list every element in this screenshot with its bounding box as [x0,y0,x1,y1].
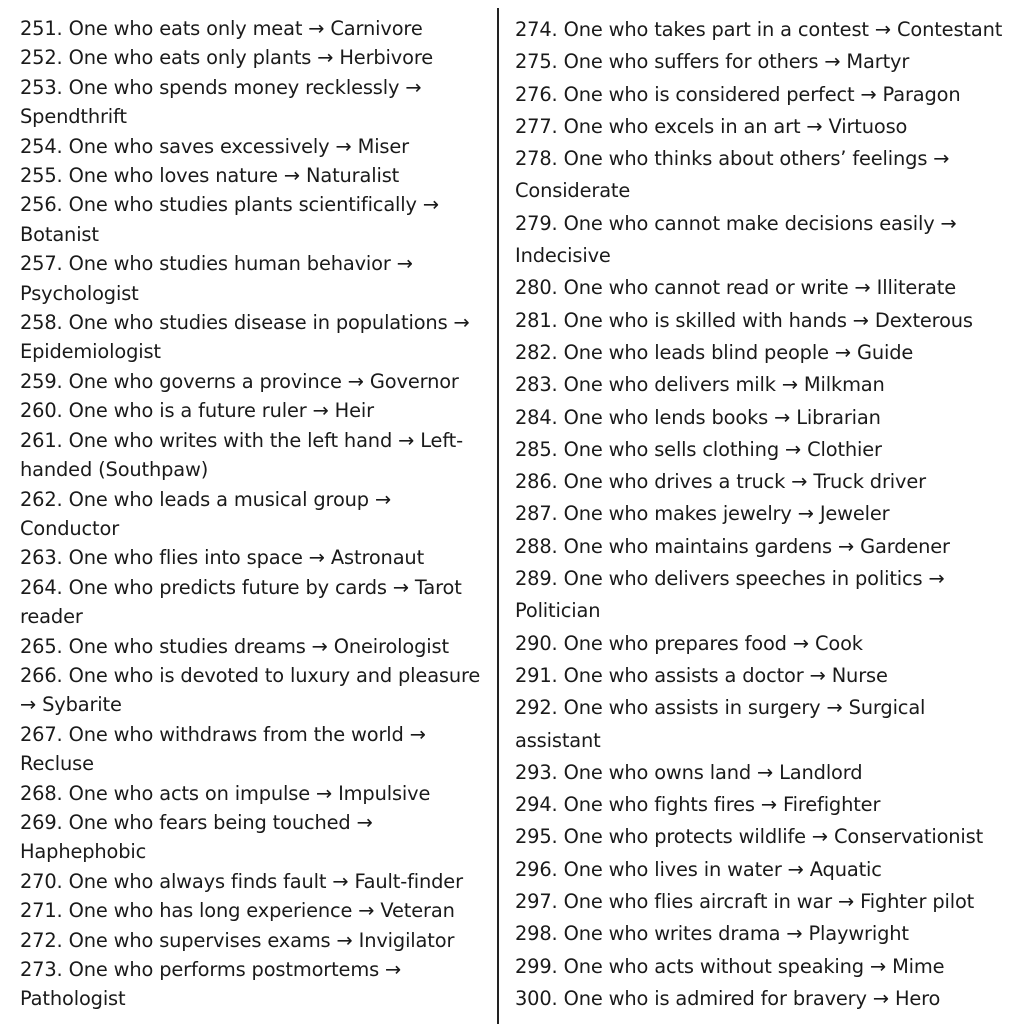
list-item: 253. One who spends money recklessly → Spendthrift [20,75,422,129]
list-item: 275. One who suffers for others → Martyr [515,50,910,74]
list-item: 300. One who is admired for bravery → Hero [515,986,941,1010]
list-item: 294. One who fights fires → Firefighter [515,793,881,817]
list-item: 260. One who is a future ruler → Heir [20,399,374,423]
list-item: 280. One who cannot read or write → Illiterate [515,276,956,300]
list-item: 255. One who loves nature → Naturalist [20,164,400,188]
list-item: 251. One who eats only meat → Carnivore [20,17,423,40]
list-item: 264. One who predicts future by cards → Tarot reader [20,575,462,629]
list-item: 252. One who eats only plants → Herbivore [20,46,434,70]
list-item: 272. One who supervises exams → Invigilator [20,928,455,952]
list-item: 299. One who acts without speaking → Mime [515,954,945,978]
list-item: 290. One who prepares food → Cook [515,631,863,655]
list-item: 276. One who is considered perfect → Paragon [515,82,961,106]
list-item: 259. One who governs a province → Governor [20,369,459,393]
left-column-list [20,14,488,1014]
list-item: 297. One who flies aircraft in war → Fighter pilot [515,890,975,914]
list-item: 263. One who flies into space → Astronaut [20,546,425,570]
right-column-list [515,14,1015,1015]
list-item: 273. One who performs postmortems → Pathologist [20,958,402,1011]
list-item: 293. One who owns land → Landlord [515,760,863,784]
list-item: 291. One who assists a doctor → Nurse [515,663,888,687]
list-item: 286. One who drives a truck → Truck driver [515,470,926,494]
list-item: 269. One who fears being touched → Haphephobic [20,810,373,864]
list-item: 266. One who is devoted to luxury and pleasure → Sybarite [20,663,481,717]
list-item: 281. One who is skilled with hands → Dexterous [515,308,973,332]
list-item: 279. One who cannot make decisions easily → Indecisive [515,211,957,268]
list-item: 292. One who assists in surgery → Surgical assistant [515,696,926,752]
list-item: 277. One who excels in an art → Virtuoso [515,114,908,138]
list-item: 268. One who acts on impulse → Impulsive [20,781,431,805]
list-item: 262. One who leads a musical group → Conductor [20,487,392,540]
list-item: 261. One who writes with the left hand → Left-handed (Southpaw) [20,428,463,482]
list-item: 284. One who lends books → Librarian [515,405,881,429]
list-item: 283. One who delivers milk → Milkman [515,373,885,397]
list-item: 271. One who has long experience → Veteran [20,899,455,923]
list-item: 254. One who saves excessively → Miser [20,134,409,158]
list-item: 289. One who delivers speeches in politics → Politician [515,567,945,623]
list-item: 278. One who thinks about others’ feelings → Considerate [515,147,950,203]
list-item: 258. One who studies disease in populations → Epidemiologist [20,311,470,364]
list-item: 296. One who lives in water → Aquatic [515,857,882,881]
list-item: 295. One who protects wildlife → Conservationist [515,825,984,849]
list-item: 287. One who makes jewelry → Jeweler [515,502,890,526]
list-item: 274. One who takes part in a contest → Contestant [515,18,1003,41]
list-item: 257. One who studies human behavior → Psychologist [20,252,413,305]
list-item: 256. One who studies plants scientifically → Botanist [20,193,439,246]
list-item: 265. One who studies dreams → Oneirologist [20,634,449,658]
list-item: 267. One who withdraws from the world → Recluse [20,722,426,776]
list-item: 298. One who writes drama → Playwright [515,922,909,946]
list-item: 285. One who sells clothing → Clothier [515,437,882,461]
list-item: 288. One who maintains gardens → Gardener [515,534,950,558]
list-item: 270. One who always finds fault → Fault-finder [20,869,463,893]
list-item: 282. One who leads blind people → Guide [515,340,914,364]
column-divider [497,8,499,1024]
